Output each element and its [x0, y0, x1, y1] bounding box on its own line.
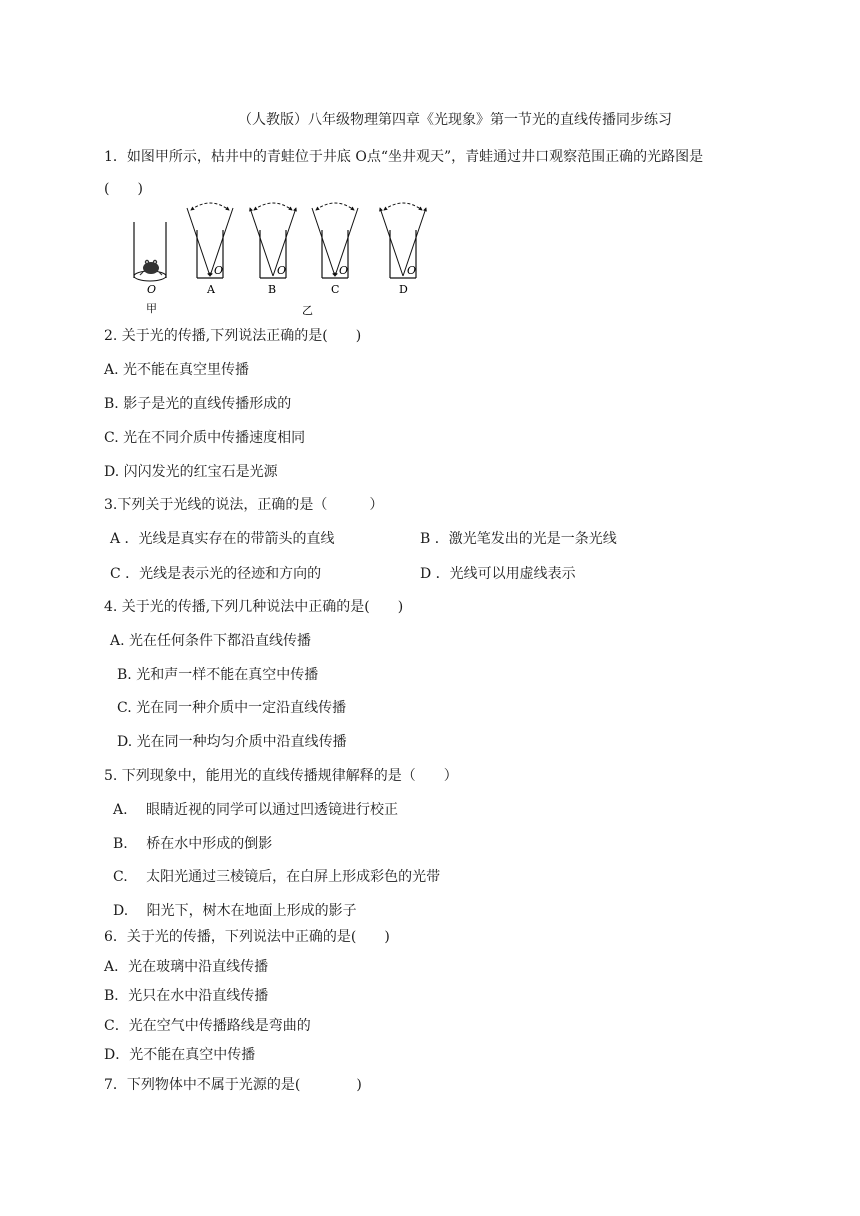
question-6-option-a: A．光在玻璃中沿直线传播	[104, 959, 269, 975]
question-6-option-b: B．光只在水中沿直线传播	[104, 988, 269, 1004]
page-title: （人教版）八年级物理第四章《光现象》第一节光的直线传播同步练习	[238, 112, 672, 128]
option-d-label: D	[399, 283, 408, 296]
option-b-label: B	[268, 283, 277, 296]
question-1-answer-paren: ( )	[104, 181, 143, 197]
question-5-option-a: A. 眼睛近视的同学可以通过凹透镜进行校正	[113, 802, 399, 818]
question-7-stem: 7．下列物体中不属于光源的是( )	[104, 1077, 362, 1093]
question-2-option-d: D. 闪闪发光的红宝石是光源	[104, 464, 278, 480]
figure-option-b	[250, 203, 296, 296]
question-5-option-c: C. 太阳光通过三棱镜后，在白屏上形成彩色的光带	[113, 869, 441, 885]
option-a-point-label: O	[214, 264, 224, 277]
question-3-option-d: D ．光线可以用虚线表示	[420, 566, 576, 582]
question-3-option-a: A ．光线是真实存在的带箭头的直线	[110, 531, 335, 547]
question-2-option-b: B. 影子是光的直线传播形成的	[104, 396, 292, 412]
question-2-option-c: C. 光在不同介质中传播速度相同	[104, 430, 306, 446]
question-3-option-b: B ．激光笔发出的光是一条光线	[420, 531, 617, 547]
question-4-stem: 4. 关于光的传播,下列几种说法中正确的是( )	[104, 599, 404, 615]
question-6-stem: 6．关于光的传播，下列说法中正确的是( )	[104, 929, 390, 945]
question-5-option-d: D. 阳光下，树木在地面上形成的影子	[113, 903, 357, 919]
question-1-stem: 1．如图甲所示，枯井中的青蛙位于井底 O点“坐井观天”，青蛙通过井口观察范围正确的光路图是	[104, 149, 704, 165]
figure-option-c	[312, 203, 358, 296]
jia-label: 甲	[146, 302, 157, 315]
yi-label: 乙	[302, 304, 313, 317]
option-b-point-label: O	[277, 264, 287, 277]
question-2-stem: 2. 关于光的传播,下列说法正确的是( )	[104, 328, 362, 344]
option-c-label: C	[331, 283, 340, 296]
question-3-stem: 3.下列关于光线的说法，正确的是（ ）	[104, 497, 384, 513]
question-1-figure	[120, 200, 460, 318]
question-5-option-b: B. 桥在水中形成的倒影	[113, 836, 273, 852]
question-4-option-c: C. 光在同一种介质中一定沿直线传播	[117, 700, 347, 716]
option-d-point-label: O	[407, 264, 417, 277]
frog-icon	[140, 260, 162, 275]
question-6-option-d: D．光不能在真空中传播	[104, 1047, 256, 1063]
option-a-label: A	[207, 283, 215, 296]
figure-option-d	[380, 203, 426, 296]
question-4-option-b: B. 光和声一样不能在真空中传播	[117, 667, 319, 683]
figure-jia-well	[134, 222, 166, 315]
question-2-option-a: A. 光不能在真空里传播	[104, 362, 250, 378]
option-c-point-label: O	[339, 264, 349, 277]
question-4-option-d: D. 光在同一种均匀介质中沿直线传播	[117, 734, 347, 750]
question-6-option-c: C．光在空气中传播路线是弯曲的	[104, 1018, 311, 1034]
question-5-stem: 5. 下列现象中，能用光的直线传播规律解释的是（ ）	[104, 768, 458, 784]
question-3-option-c: C ．光线是表示光的径迹和方向的	[110, 566, 322, 582]
jia-point-label: O	[147, 283, 157, 296]
question-4-option-a: A. 光在任何条件下都沿直线传播	[110, 633, 312, 649]
figure-option-a	[187, 203, 233, 296]
